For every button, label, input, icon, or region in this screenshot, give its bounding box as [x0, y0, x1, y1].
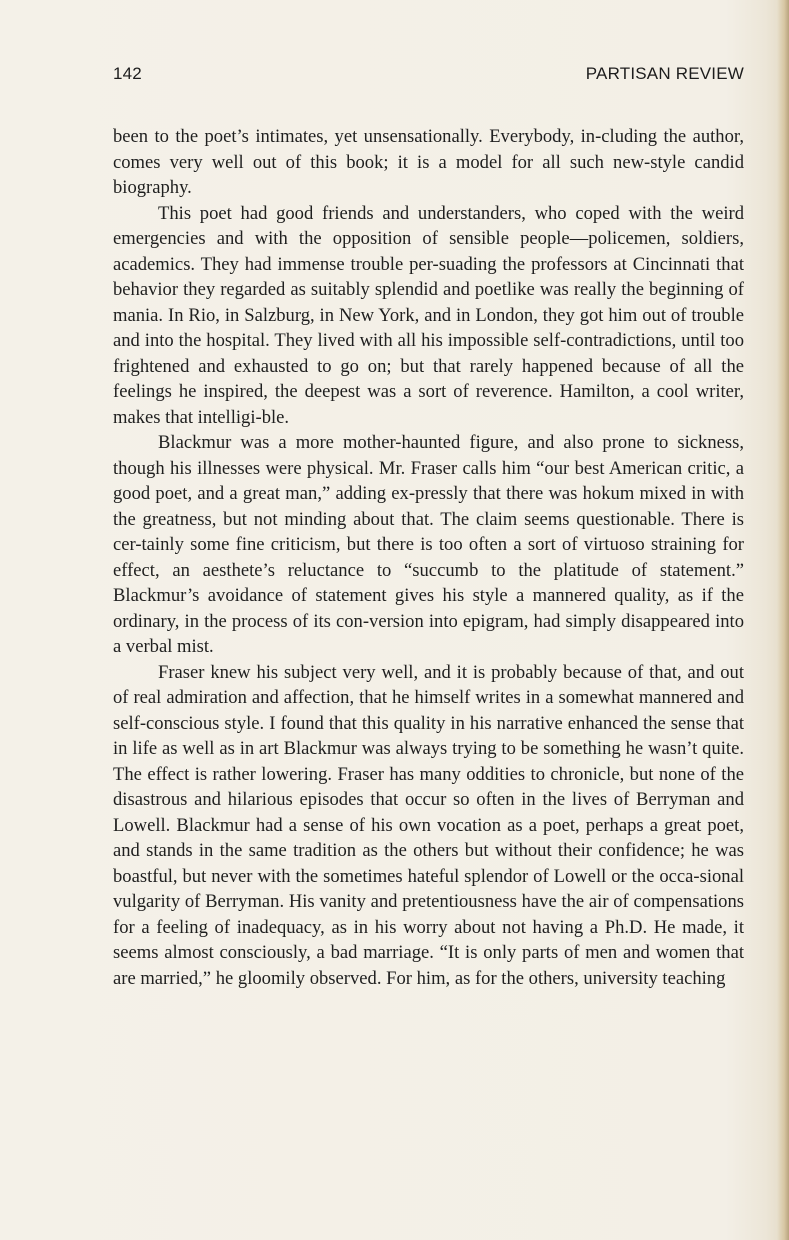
article-body — [113, 124, 744, 991]
running-head: PARTISAN REVIEW — [585, 64, 744, 83]
page-edge-shadow — [777, 0, 789, 1240]
page-number: 142 — [113, 64, 142, 83]
page-header — [113, 64, 744, 88]
paragraph-4: Fraser knew his subject very well, and it is probably because of that, and out of real admiration and affection, that he himself writes in a somewhat mannered and self-conscious style. I found that this quality in his narrative enhanced the sense that in life as well as in art Blackmur was always trying to be something he wasn’t quite. The effect is rather lowering. Fraser has many oddities to chronicle, but none of the disastrous and hilarious episodes that occur so often in the lives of Berryman and Lowell. Blackmur had a sense of his own vocation as a poet, perhaps a great poet, and stands in the same tradition as the others but without their confidence; he was boastful, but never with the sometimes hateful splendor of Lowell or the occa-sional vulgarity of Berryman. His vanity and pretentiousness have the air of compensations for a feeling of inadequacy, as in his worry about not having a Ph.D. He made, it seems almost consciously, a bad marriage. “It is only parts of men and women that are married,” he gloomily observed. For him, as for the others, university teaching — [113, 661, 744, 989]
paragraph-3: Blackmur was a more mother-haunted figure, and also prone to sickness, though his illnesses were physical. Mr. Fraser calls him “our best American critic, a good poet, and a great man,” adding ex-pressly that there was hokum mixed in with the greatness, but not minding about that. The claim seems questionable. There is cer-tainly some fine criticism, but there is too often a sort of virtuoso straining for effect, an aesthete’s reluctance to “succumb to the platitude of statement.” Blackmur’s avoidance of statement gives his style a mannered quality, as if the ordinary, in the process of its con-version into epigram, had simply disappeared into a verbal mist. — [113, 432, 744, 657]
paragraph-1: been to the poet’s intimates, yet unsensationally. Everybody, in-cluding the author, comes very well out of this book; it is a model for all such new-style candid biography. — [113, 126, 744, 198]
paragraph-2: This poet had good friends and understanders, who coped with the weird emergencies and with the opposition of sensible people—policemen, soldiers, academics. They had immense trouble per-suading the professors at Cincinnati that behavior they regarded as suitably splendid and poetlike was really the beginning of mania. In Rio, in Salzburg, in New York, and in London, they got him out of trouble and into the hospital. They lived with all his impossible self-contradictions, until too frightened and exhausted to go on; but that rarely happened because of all the feelings he inspired, the deepest was a sort of reverence. Hamilton, a cool writer, makes that intelligi-ble. — [113, 202, 744, 428]
